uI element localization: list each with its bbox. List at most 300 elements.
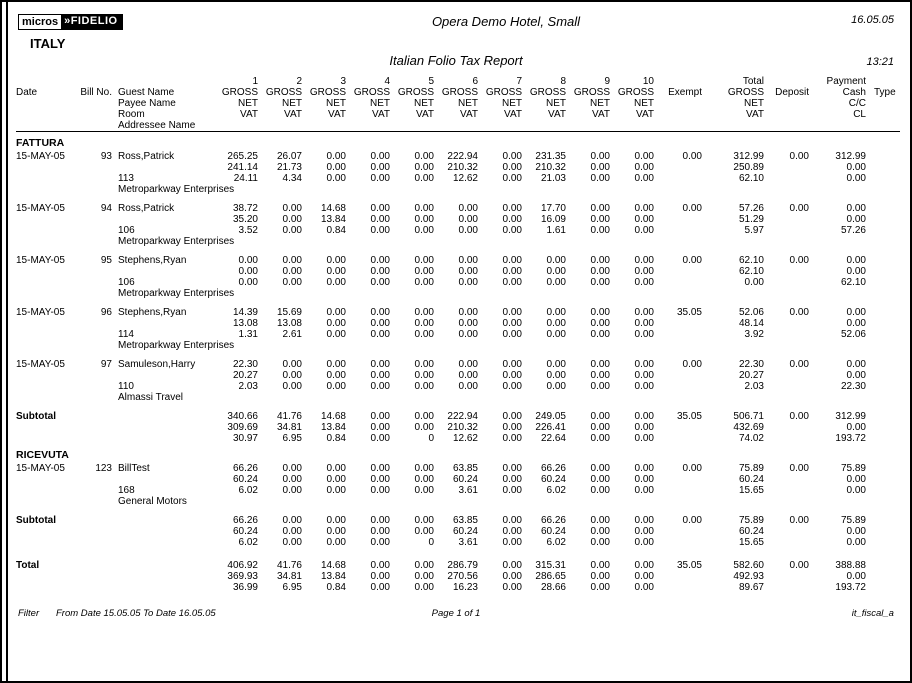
bill-cell: [74, 411, 114, 422]
payment-cash-cell: 0.00: [846, 359, 866, 370]
cell: [656, 318, 704, 329]
cell: 0.00: [326, 537, 346, 548]
cell: [868, 214, 900, 225]
column-header: NET: [546, 98, 566, 109]
cell: 0.00: [414, 370, 434, 381]
cell: [868, 329, 900, 340]
cell: 0.00: [634, 173, 654, 184]
cell: 0.00: [634, 433, 654, 444]
guest-cell: Stephens,Ryan: [118, 307, 187, 318]
column-header: Type: [874, 87, 896, 98]
cell: 0.00: [326, 526, 346, 537]
exempt-cell: 0.00: [682, 255, 702, 266]
cell: 0.00: [590, 571, 610, 582]
cell: 0.00: [502, 381, 522, 392]
cell: [16, 381, 74, 392]
cell: 0.00: [326, 359, 346, 370]
total-net-cell: 51.29: [738, 214, 764, 225]
cell: [16, 582, 74, 593]
cell: 0.00: [590, 255, 610, 266]
cell: 66.26: [540, 515, 566, 526]
cell: 0.00: [414, 381, 434, 392]
cell: 265.25: [227, 151, 258, 162]
cell: 6.02: [238, 485, 258, 496]
table-row: [16, 236, 900, 247]
spacer-row: [16, 247, 900, 255]
cell: 0.00: [326, 162, 346, 173]
cell: 0.00: [590, 203, 610, 214]
cell: 13.84: [320, 422, 346, 433]
payment-cc-cell: 0.00: [846, 370, 866, 381]
cell: 0.00: [634, 515, 654, 526]
report-title: Italian Folio Tax Report: [389, 53, 523, 68]
total-gross-cell: 62.10: [738, 255, 764, 266]
cell: 0: [428, 537, 434, 548]
cell: [74, 214, 114, 225]
cell: 13.08: [276, 318, 302, 329]
cell: 0.00: [370, 329, 390, 340]
cell: 0.00: [238, 255, 258, 266]
cell: 0.00: [590, 474, 610, 485]
cell: 0.00: [414, 515, 434, 526]
table-row: [16, 214, 900, 225]
row-label: Subtotal: [16, 515, 56, 526]
cell: 12.62: [452, 173, 478, 184]
cell: 0.00: [414, 203, 434, 214]
cell: 0.00: [238, 266, 258, 277]
column-header: 1: [252, 76, 258, 87]
cell: [656, 98, 704, 109]
cell: 3.61: [458, 537, 478, 548]
cell: [766, 422, 811, 433]
cell: [766, 225, 811, 236]
cell: [74, 526, 114, 537]
cell: 0.00: [502, 151, 522, 162]
column-header: NET: [744, 98, 764, 109]
cell: 0.00: [502, 515, 522, 526]
column-header: 4: [384, 76, 390, 87]
spacer: [16, 351, 900, 359]
spacer-row: [16, 195, 900, 203]
total-vat-cell: 62.10: [738, 173, 764, 184]
cell: 4.34: [282, 173, 302, 184]
deposit-cell: 0.00: [789, 560, 809, 571]
guest-cell: [114, 411, 216, 422]
header-row: [16, 109, 900, 120]
cell: 0.00: [282, 526, 302, 537]
cell: 0.00: [282, 255, 302, 266]
cell: 0.00: [414, 485, 434, 496]
cell: 0.00: [370, 307, 390, 318]
cell: 13.08: [232, 318, 258, 329]
cell: 270.56: [447, 571, 478, 582]
cell: 0.00: [370, 381, 390, 392]
table-row: [16, 485, 900, 496]
cell: [868, 173, 900, 184]
cell: 0.00: [590, 277, 610, 288]
cell: 315.31: [535, 560, 566, 571]
deposit-cell: 0.00: [789, 515, 809, 526]
total-vat-cell: 3.92: [744, 329, 764, 340]
cell: [868, 203, 900, 214]
cell: [74, 173, 114, 184]
cell: [74, 340, 114, 351]
cell: [868, 162, 900, 173]
column-header: GROSS: [221, 87, 258, 98]
column-header: NET: [282, 98, 302, 109]
date-cell: 15-MAY-05: [16, 463, 65, 474]
cell: 0.00: [546, 318, 566, 329]
cell: 369.93: [227, 571, 258, 582]
cell: [16, 422, 74, 433]
cell: [656, 485, 704, 496]
cell: 60.24: [540, 474, 566, 485]
total-gross-cell: 75.89: [738, 515, 764, 526]
payment-cl-cell: 0.00: [846, 173, 866, 184]
payment-cl-cell: 193.72: [835, 582, 866, 593]
cell: 36.99: [232, 582, 258, 593]
cell: 26.07: [276, 151, 302, 162]
table-row: [16, 255, 900, 266]
cell: 0.00: [458, 307, 478, 318]
cell: 0.00: [502, 411, 522, 422]
cell: 0.00: [370, 474, 390, 485]
cell: 0.84: [326, 433, 346, 444]
column-header: Payee Name: [118, 98, 176, 109]
column-header: Cash: [842, 87, 866, 98]
cell: [114, 571, 216, 582]
report-footer: [18, 608, 894, 619]
cell: 0.00: [370, 463, 390, 474]
cell: 0.00: [370, 526, 390, 537]
cell: [16, 173, 74, 184]
addressee-cell: Metroparkway Enterprises: [118, 288, 235, 299]
cell: 0.00: [282, 203, 302, 214]
cell: 0.00: [282, 515, 302, 526]
cell: 0.00: [502, 318, 522, 329]
exempt-cell: 0.00: [682, 515, 702, 526]
cell: 28.66: [540, 582, 566, 593]
cell: 0.00: [282, 359, 302, 370]
cell: 0.00: [634, 225, 654, 236]
payment-cash-cell: 0.00: [846, 307, 866, 318]
cell: 3.52: [238, 225, 258, 236]
cell: 0.00: [546, 359, 566, 370]
cell: 0.00: [590, 515, 610, 526]
cell: 0.00: [502, 560, 522, 571]
cell: 0.00: [282, 266, 302, 277]
report-table: [16, 76, 900, 593]
cell: 0.00: [282, 485, 302, 496]
column-header: GROSS: [441, 87, 478, 98]
addressee-cell: Metroparkway Enterprises: [118, 340, 235, 351]
cell: 0.00: [414, 526, 434, 537]
cell: 3.61: [458, 485, 478, 496]
table-row: [16, 571, 900, 582]
cell: 0.00: [502, 266, 522, 277]
cell: 0.00: [590, 329, 610, 340]
section-header-row: [16, 449, 900, 461]
report-date: 16.05.05: [851, 14, 894, 26]
cell: 0.00: [502, 214, 522, 225]
cell: [656, 214, 704, 225]
cell: [114, 370, 216, 381]
cell: [74, 184, 114, 195]
cell: [74, 392, 114, 403]
cell: [114, 162, 216, 173]
cell: [74, 329, 114, 340]
cell: [868, 109, 900, 120]
exempt-cell: 0.00: [682, 463, 702, 474]
payment-cl-cell: 22.30: [840, 381, 866, 392]
payment-cc-cell: 0.00: [846, 474, 866, 485]
cell: 231.35: [535, 151, 566, 162]
cell: 0: [428, 433, 434, 444]
bill-cell: 123: [95, 463, 112, 474]
guest-cell: BillTest: [118, 463, 150, 474]
cell: [114, 526, 216, 537]
cell: [766, 571, 811, 582]
guest-cell: [114, 560, 216, 571]
cell: 286.65: [535, 571, 566, 582]
cell: [74, 318, 114, 329]
cell: [868, 433, 900, 444]
cell: 0.00: [414, 359, 434, 370]
cell: 340.66: [227, 411, 258, 422]
room-cell: 106: [118, 225, 135, 236]
cell: 0.00: [414, 214, 434, 225]
cell: 0.00: [502, 463, 522, 474]
exempt-cell: 0.00: [682, 359, 702, 370]
cell: 0.00: [370, 582, 390, 593]
cell: [868, 560, 900, 571]
cell: [16, 340, 74, 351]
column-header: VAT: [592, 109, 610, 120]
cell: 0.00: [370, 422, 390, 433]
cell: [16, 370, 74, 381]
row-label: Total: [16, 560, 40, 571]
cell: [114, 266, 216, 277]
cell: 38.72: [232, 203, 258, 214]
payment-cc-cell: 0.00: [846, 318, 866, 329]
cell: 0.00: [502, 162, 522, 173]
deposit-cell: 0.00: [789, 411, 809, 422]
bill-cell: [74, 560, 114, 571]
cell: [656, 571, 704, 582]
cell: [766, 76, 811, 87]
cell: 0.00: [502, 537, 522, 548]
cell: [766, 329, 811, 340]
payment-cc-cell: 0.00: [846, 214, 866, 225]
cell: 66.26: [232, 515, 258, 526]
cell: 60.24: [452, 526, 478, 537]
micros-logo: micros: [18, 14, 62, 30]
column-header: VAT: [328, 109, 346, 120]
cell: 0.00: [282, 214, 302, 225]
column-header: VAT: [416, 109, 434, 120]
cell: [656, 433, 704, 444]
cell: [16, 526, 74, 537]
total-net-cell: 492.93: [733, 571, 764, 582]
cell: [656, 277, 704, 288]
cell: 0.00: [326, 515, 346, 526]
cell: 0.00: [634, 537, 654, 548]
payment-cl-cell: 57.26: [840, 225, 866, 236]
cell: [74, 236, 114, 247]
cell: [16, 184, 74, 195]
cell: [74, 162, 114, 173]
cell: [114, 474, 216, 485]
column-header: GROSS: [617, 87, 654, 98]
payment-cl-cell: 62.10: [840, 277, 866, 288]
cell: 0.00: [502, 277, 522, 288]
cell: [656, 162, 704, 173]
column-header: NET: [414, 98, 434, 109]
cell: 0.00: [634, 381, 654, 392]
payment-cc-cell: 0.00: [846, 526, 866, 537]
cell: 66.26: [232, 463, 258, 474]
column-header: Payment: [826, 76, 866, 87]
cell: [16, 318, 74, 329]
cell: 0.00: [546, 266, 566, 277]
total-vat-cell: 5.97: [744, 225, 764, 236]
spacer-row: [16, 299, 900, 307]
cell: 13.84: [320, 571, 346, 582]
cell: 6.95: [282, 582, 302, 593]
cell: 0.00: [590, 318, 610, 329]
cell: 0.00: [590, 214, 610, 225]
cell: 0.00: [326, 255, 346, 266]
cell: [868, 485, 900, 496]
cell: 0.00: [414, 571, 434, 582]
cell: [766, 433, 811, 444]
cell: [16, 120, 74, 132]
spacer-row: [16, 351, 900, 359]
cell: [74, 98, 114, 109]
cell: [74, 370, 114, 381]
payment-cash-cell: 312.99: [835, 411, 866, 422]
column-header: VAT: [240, 109, 258, 120]
report-table-body: [16, 76, 900, 593]
cell: 0.00: [326, 485, 346, 496]
cell: 0.00: [370, 255, 390, 266]
table-row: [16, 318, 900, 329]
spacer: [16, 403, 900, 411]
cell: [74, 485, 114, 496]
payment-cc-cell: 0.00: [846, 266, 866, 277]
column-header: Date: [16, 87, 38, 98]
cell: 0.84: [326, 582, 346, 593]
cell: 16.23: [452, 582, 478, 593]
table-row: [16, 173, 900, 184]
title-bar: [2, 53, 910, 68]
logo-arrow-icon: »: [64, 15, 71, 27]
cell: 0.00: [326, 329, 346, 340]
cell: 6.02: [546, 537, 566, 548]
cell: [868, 526, 900, 537]
cell: [74, 571, 114, 582]
cell: 0.00: [634, 370, 654, 381]
cell: 0.00: [370, 485, 390, 496]
cell: 1.61: [546, 225, 566, 236]
cell: 30.97: [232, 433, 258, 444]
addressee-cell: Metroparkway Enterprises: [118, 184, 235, 195]
deposit-cell: 0.00: [789, 151, 809, 162]
cell: 0.00: [590, 582, 610, 593]
table-row: [16, 162, 900, 173]
cell: 0.00: [502, 422, 522, 433]
cell: 0.00: [458, 203, 478, 214]
cell: 6.02: [546, 485, 566, 496]
cell: 0.00: [590, 433, 610, 444]
date-cell: 15-MAY-05: [16, 255, 65, 266]
column-header: GROSS: [353, 87, 390, 98]
table-row: [16, 496, 900, 507]
cell: 0.00: [502, 474, 522, 485]
payment-cc-cell: 0.00: [846, 422, 866, 433]
cell: [656, 225, 704, 236]
payment-cl-cell: 0.00: [846, 537, 866, 548]
guest-cell: Ross,Patrick: [118, 151, 175, 162]
cell: 0.00: [414, 474, 434, 485]
cell: 0.00: [370, 370, 390, 381]
cell: [16, 496, 74, 507]
cell: 0.00: [590, 537, 610, 548]
table-row: [16, 515, 900, 526]
cell: 1.31: [238, 329, 258, 340]
filter-value: From Date 15.05.05 To Date 16.05.05: [56, 608, 216, 619]
cell: 0.00: [634, 571, 654, 582]
room-cell: 113: [118, 173, 134, 184]
cell: 0.00: [590, 359, 610, 370]
cell: [16, 537, 74, 548]
date-cell: 15-MAY-05: [16, 359, 65, 370]
cell: 0.00: [414, 463, 434, 474]
report-header: [2, 2, 910, 30]
cell: 0.00: [370, 318, 390, 329]
cell: [868, 463, 900, 474]
column-header: NET: [370, 98, 390, 109]
cell: 0.00: [326, 381, 346, 392]
cell: [766, 173, 811, 184]
cell: 15.69: [276, 307, 302, 318]
cell: [74, 381, 114, 392]
cell: 16.09: [540, 214, 566, 225]
cell: 0.00: [458, 381, 478, 392]
cell: 0.00: [590, 225, 610, 236]
exempt-cell: 35.05: [676, 411, 702, 422]
cell: 0.00: [370, 515, 390, 526]
cell: 21.03: [540, 173, 566, 184]
cell: [74, 109, 114, 120]
cell: 0.00: [634, 151, 654, 162]
payment-cc-cell: 0.00: [846, 571, 866, 582]
cell: 66.26: [540, 463, 566, 474]
total-gross-cell: 22.30: [738, 359, 764, 370]
column-header: 9: [604, 76, 610, 87]
column-header: 6: [472, 76, 478, 87]
cell: 0.00: [634, 526, 654, 537]
table-row: [16, 266, 900, 277]
cell: [656, 173, 704, 184]
cell: 0.00: [590, 422, 610, 433]
deposit-cell: 0.00: [789, 307, 809, 318]
cell: [74, 76, 114, 87]
cell: 0.00: [502, 329, 522, 340]
total-net-cell: 60.24: [738, 474, 764, 485]
cell: [868, 381, 900, 392]
column-header: Room: [118, 109, 145, 120]
